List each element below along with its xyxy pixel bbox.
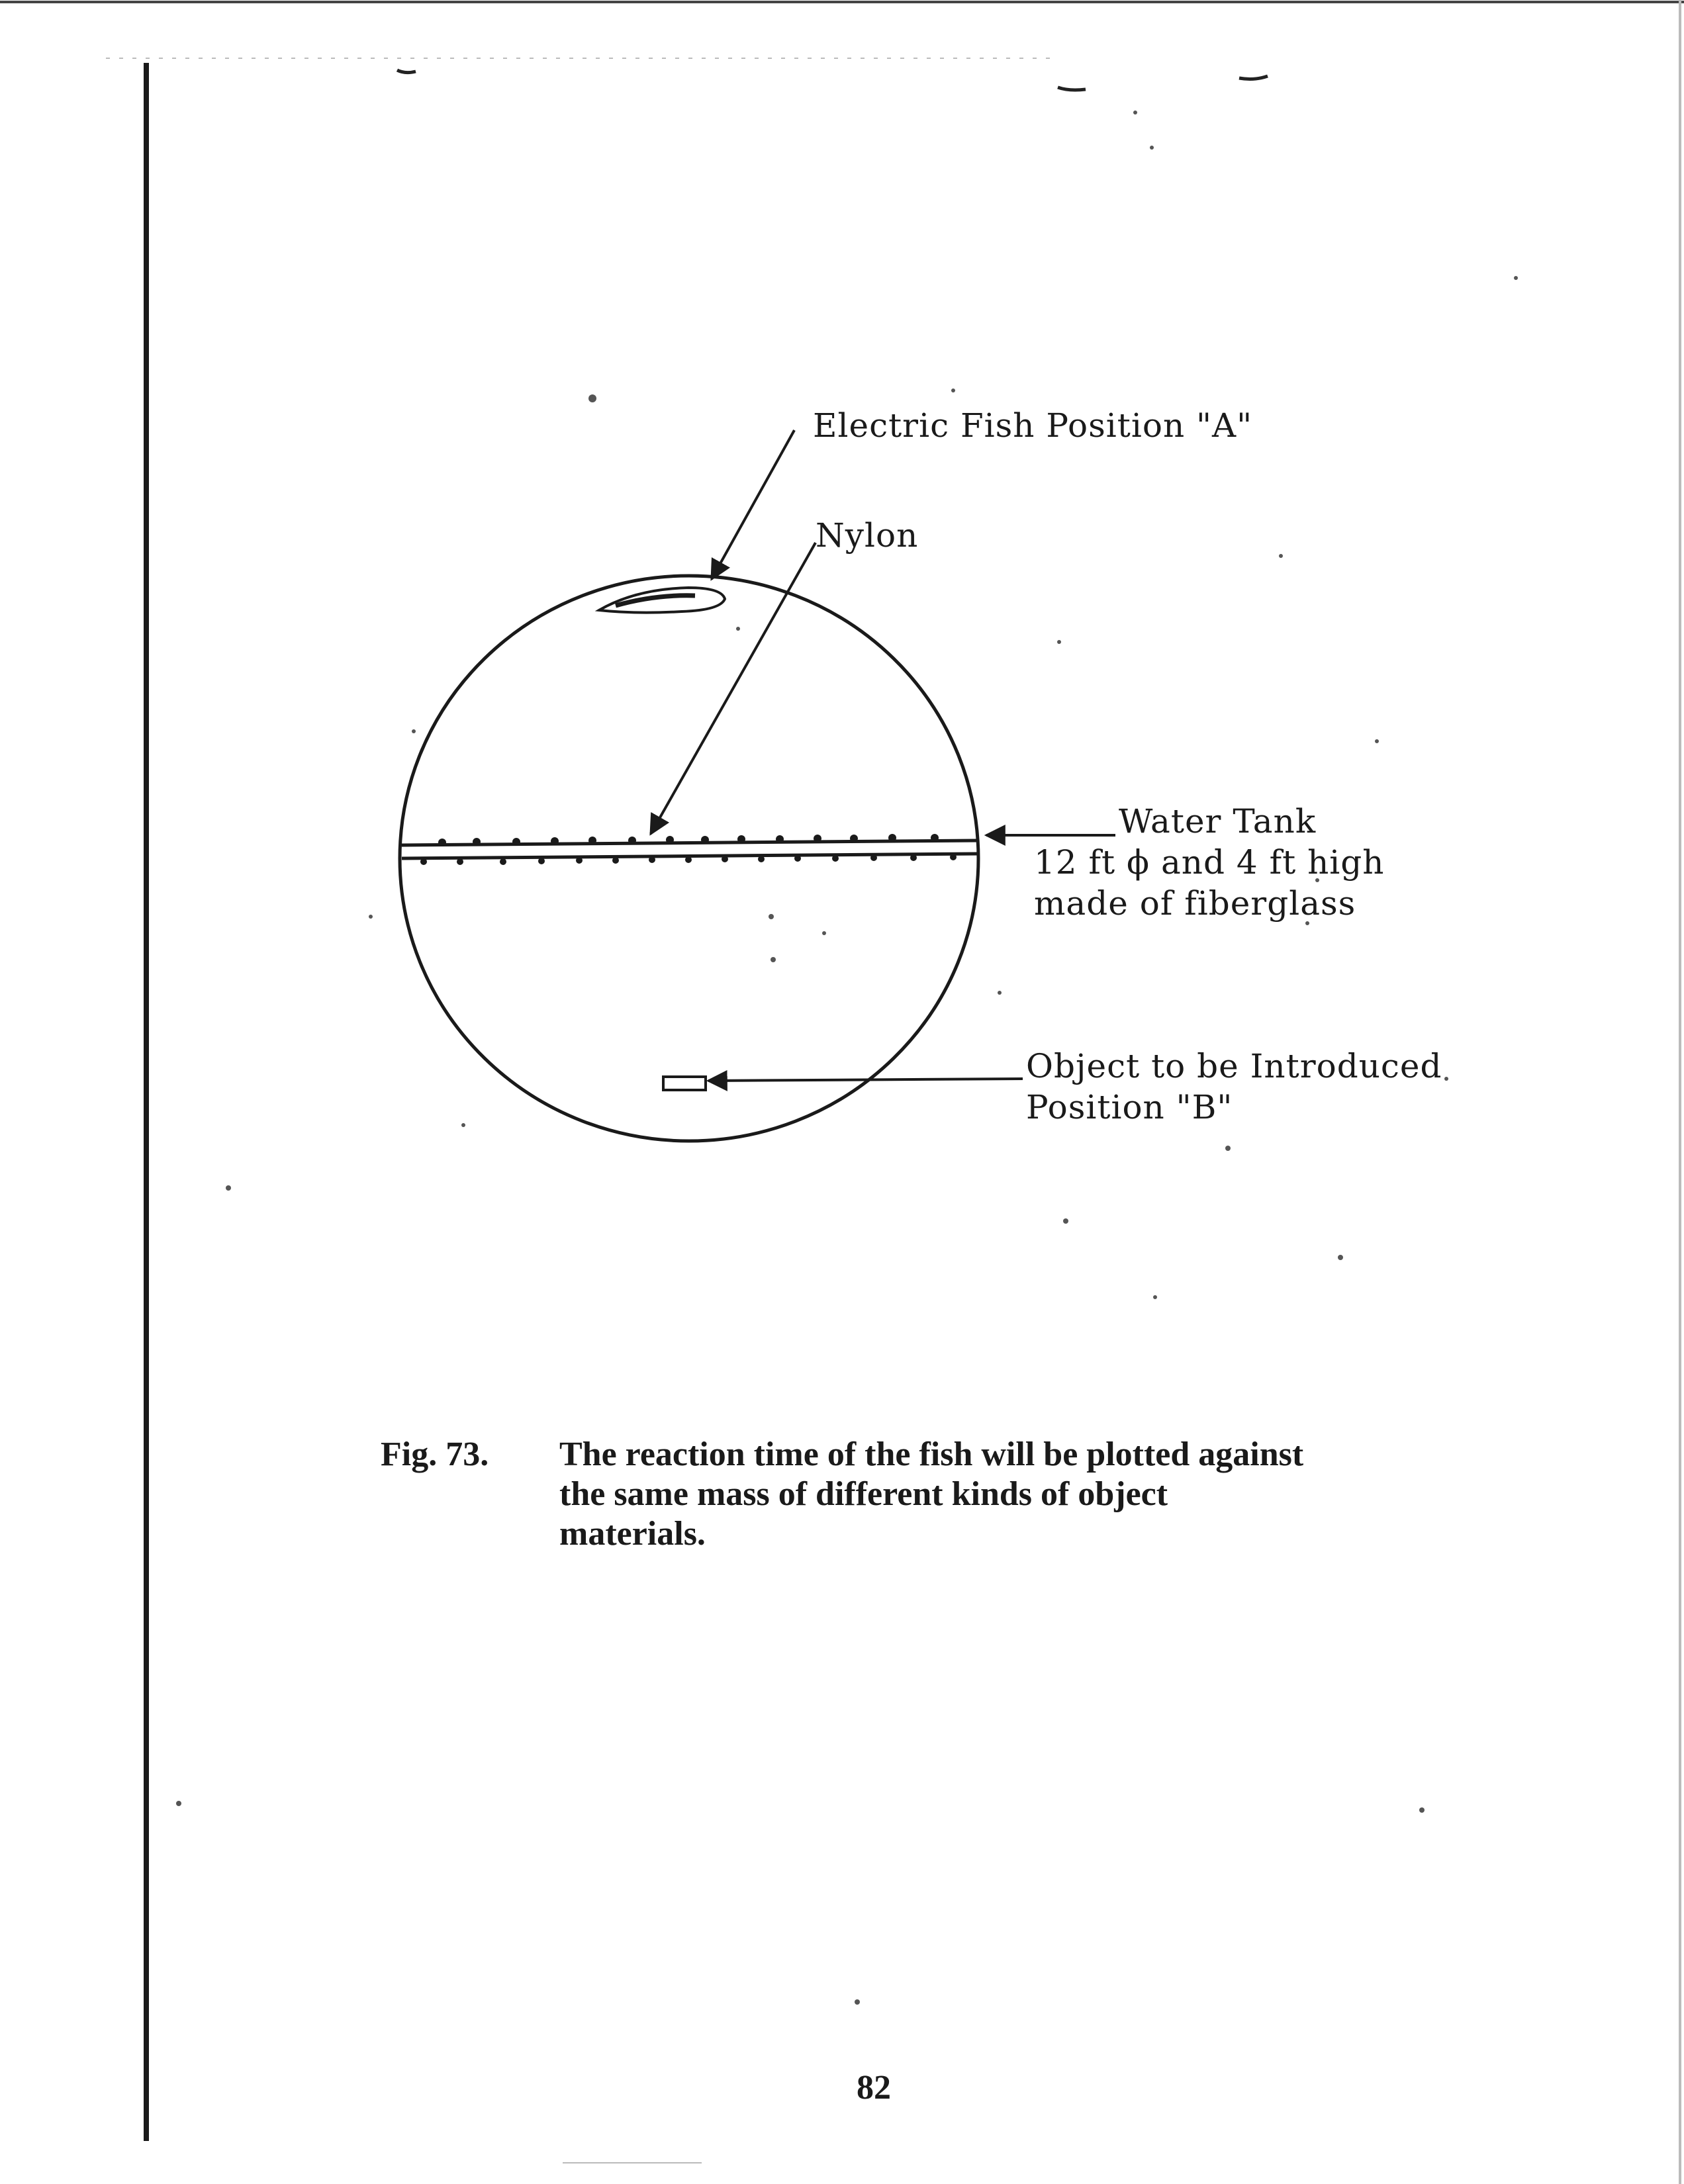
- figure-number: Fig. 73.: [381, 1435, 489, 1473]
- figure-caption: The reaction time of the fish will be plotted against the same mass of different kinds of object materials.: [559, 1435, 1304, 1553]
- nylon-net-dots: [420, 834, 957, 865]
- water-tank-size-label: 12 ft ϕ and 4 ft high: [1034, 843, 1385, 882]
- page-number: 82: [857, 2069, 891, 2107]
- water-tank-title-label: Water Tank: [1119, 802, 1317, 841]
- nylon-label: Nylon: [816, 516, 919, 555]
- object-label-line1: Object to be Introduced: [1026, 1047, 1442, 1085]
- object-b-rect: [663, 1077, 706, 1090]
- water-tank-material-label: made of fiberglass: [1034, 884, 1356, 923]
- object-pointer-arrow: [708, 1079, 1023, 1081]
- nylon-pointer-arrow: [651, 543, 816, 834]
- object-label-line2: Position "B": [1026, 1088, 1233, 1126]
- electric-fish-icon: [599, 588, 725, 613]
- fish-pointer-arrow: [712, 430, 794, 579]
- fish-position-label: Electric Fish Position "A": [813, 406, 1253, 445]
